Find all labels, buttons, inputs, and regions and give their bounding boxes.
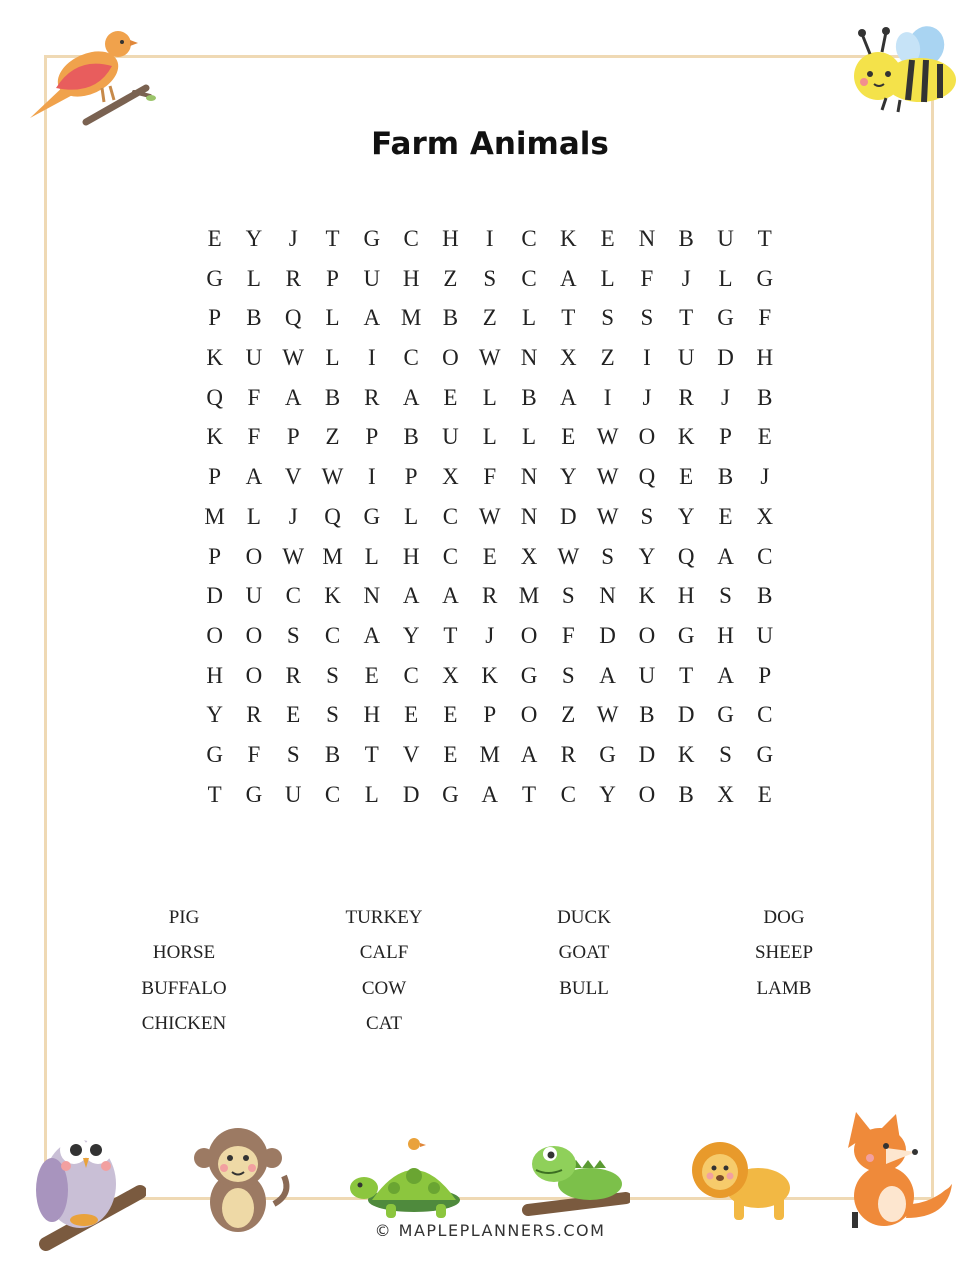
grid-letter: O xyxy=(245,543,263,569)
grid-letter: C xyxy=(757,702,773,728)
grid-letter: W xyxy=(596,424,619,450)
word-list-item: LAMB xyxy=(756,977,812,999)
grid-letter: L xyxy=(482,384,497,410)
grid-letter: C xyxy=(521,265,537,291)
grid-letter: X xyxy=(442,662,459,688)
grid-letter: A xyxy=(717,662,734,688)
grid-letter: G xyxy=(363,226,381,251)
grid-letter: N xyxy=(520,503,538,529)
word-list-item: GOAT xyxy=(558,942,610,964)
grid-letter: F xyxy=(640,265,654,291)
grid-letter: F xyxy=(247,384,261,410)
grid-letter: K xyxy=(677,424,695,450)
grid-letter: T xyxy=(521,781,537,807)
grid-letter: M xyxy=(518,583,540,609)
word-list-item: CHICKEN xyxy=(141,1012,227,1034)
grid-letter: L xyxy=(521,424,537,450)
grid-letter: B xyxy=(757,583,773,609)
grid-letter: W xyxy=(282,543,305,569)
grid-letter: P xyxy=(483,702,497,728)
grid-letter: M xyxy=(400,305,422,331)
grid-letter: T xyxy=(679,662,694,688)
grid-letter: O xyxy=(638,622,656,648)
grid-letter: L xyxy=(246,265,261,291)
grid-letter: H xyxy=(677,583,695,609)
grid-letter: R xyxy=(285,662,301,688)
grid-letter: D xyxy=(560,503,577,529)
word-list-item xyxy=(484,1006,684,1041)
grid-letter: G xyxy=(756,265,774,291)
grid-letter: U xyxy=(677,345,695,371)
grid-letter: Q xyxy=(284,305,302,331)
grid-letter: P xyxy=(404,464,418,490)
grid-letter: F xyxy=(758,305,772,331)
grid-letter: D xyxy=(717,345,734,371)
grid-letter: P xyxy=(326,265,339,291)
grid-letter: B xyxy=(442,305,459,331)
grid-letter: A xyxy=(363,622,381,648)
grid-letter: L xyxy=(600,265,615,291)
grid-letter: G xyxy=(717,305,734,331)
grid-letter: U xyxy=(638,662,656,688)
grid-letter: O xyxy=(245,662,263,688)
grid-letter: I xyxy=(368,464,376,490)
grid-letter: A xyxy=(245,464,263,490)
grid-letter: I xyxy=(368,345,376,371)
grid-letter: E xyxy=(482,543,497,569)
grid-letter: E xyxy=(404,702,419,728)
grid-letter: E xyxy=(718,503,733,529)
grid-letter: D xyxy=(206,583,223,609)
grid-letter: B xyxy=(403,424,419,450)
grid-letter: N xyxy=(520,345,538,371)
grid-letter: O xyxy=(638,424,656,450)
grid-letter: E xyxy=(600,226,615,251)
grid-letter: F xyxy=(247,741,261,767)
grid-letter: T xyxy=(207,781,222,807)
grid-letter: U xyxy=(717,226,734,251)
word-list-item: SHEEP xyxy=(754,942,814,964)
grid-letter: D xyxy=(599,622,616,648)
grid-letter: Y xyxy=(677,503,695,529)
grid-letter: D xyxy=(402,781,420,807)
grid-letter: J xyxy=(485,622,495,648)
grid-letter: Y xyxy=(402,622,420,648)
grid-letter: K xyxy=(206,345,223,371)
grid-letter: A xyxy=(442,583,459,609)
grid-letter: P xyxy=(286,424,300,450)
grid-letter: F xyxy=(247,424,261,450)
lion-icon xyxy=(690,1132,798,1224)
turtle-icon xyxy=(350,1134,466,1226)
grid-letter: R xyxy=(560,741,576,767)
letter-grid xyxy=(195,219,784,814)
grid-letter: L xyxy=(404,503,419,529)
grid-letter: C xyxy=(285,583,301,609)
grid-letter: K xyxy=(560,226,577,251)
grid-letter: Z xyxy=(600,345,615,371)
grid-letter: L xyxy=(718,265,733,291)
grid-letter: L xyxy=(364,543,379,569)
grid-letter: E xyxy=(679,464,694,490)
grid-letter: H xyxy=(756,345,774,371)
grid-letter: A xyxy=(717,543,734,569)
grid-letter: A xyxy=(520,741,538,767)
grid-letter: U xyxy=(284,781,302,807)
grid-letter: R xyxy=(364,384,380,410)
grid-letter: K xyxy=(206,424,223,450)
grid-letter: C xyxy=(560,781,576,807)
grid-letter: G xyxy=(677,622,695,648)
grid-letter: P xyxy=(719,424,732,450)
grid-letter: G xyxy=(599,741,616,767)
grid-letter: E xyxy=(364,662,379,688)
grid-letter: S xyxy=(601,543,615,569)
grid-letter: S xyxy=(561,583,575,609)
grid-letter: T xyxy=(364,741,379,767)
page-title: Farm Animals xyxy=(371,126,609,162)
grid-letter: J xyxy=(288,503,298,529)
grid-letter: R xyxy=(482,583,498,609)
word-list-item: CAT xyxy=(366,1012,402,1034)
grid-letter: O xyxy=(442,345,459,371)
grid-letter: G xyxy=(442,781,459,807)
grid-letter: V xyxy=(402,741,420,767)
grid-letter: L xyxy=(325,305,340,331)
iguana-icon xyxy=(522,1134,630,1220)
grid-letter: W xyxy=(478,503,501,529)
grid-letter: Y xyxy=(599,781,616,807)
grid-letter: S xyxy=(640,503,654,529)
grid-letter: H xyxy=(363,702,381,728)
grid-letter: J xyxy=(721,384,730,410)
grid-letter: O xyxy=(520,622,538,648)
grid-letter: H xyxy=(402,265,420,291)
grid-letter: F xyxy=(483,464,497,490)
grid-letter: D xyxy=(677,702,695,728)
bee-icon xyxy=(842,24,962,116)
grid-letter: A xyxy=(284,384,302,410)
grid-letter: D xyxy=(638,741,656,767)
grid-letter: B xyxy=(324,741,341,767)
grid-letter: P xyxy=(208,464,222,490)
word-list-item: PIG xyxy=(168,907,200,928)
grid-letter: W xyxy=(596,503,619,529)
grid-letter: C xyxy=(521,226,537,251)
grid-letter: C xyxy=(403,345,419,371)
grid-letter: U xyxy=(363,265,381,291)
grid-letter: L xyxy=(521,305,537,331)
grid-letter: B xyxy=(678,781,694,807)
grid-letter: S xyxy=(561,662,575,688)
grid-letter: C xyxy=(403,226,419,251)
grid-letter: Q xyxy=(324,503,341,529)
grid-letter: M xyxy=(479,741,500,767)
grid-letter: K xyxy=(481,662,499,688)
grid-letter: N xyxy=(520,464,538,490)
grid-letter: R xyxy=(678,384,694,410)
grid-letter: S xyxy=(640,305,654,331)
word-list-item: COW xyxy=(361,977,407,999)
grid-letter: S xyxy=(719,583,732,609)
grid-letter: L xyxy=(364,781,379,807)
grid-letter: J xyxy=(760,464,770,490)
grid-letter: K xyxy=(677,741,695,767)
grid-letter: E xyxy=(443,702,458,728)
footer-copyright: © MAPLEPLANNERS.COM xyxy=(374,1221,606,1240)
fox-icon xyxy=(836,1108,960,1234)
word-list-item: BUFFALO xyxy=(141,977,227,999)
grid-letter: U xyxy=(442,424,459,450)
grid-letter: Z xyxy=(482,305,497,331)
grid-letter: E xyxy=(207,226,222,251)
grid-letter: S xyxy=(286,741,300,767)
grid-letter: A xyxy=(363,305,381,331)
grid-letter: G xyxy=(717,702,734,728)
monkey-icon xyxy=(188,1124,292,1236)
grid-letter: N xyxy=(638,226,656,251)
grid-letter: X xyxy=(560,345,577,371)
grid-letter: G xyxy=(245,781,263,807)
grid-letter: Z xyxy=(561,702,576,728)
grid-letter: Y xyxy=(560,464,577,490)
grid-letter: J xyxy=(681,265,691,291)
grid-letter: G xyxy=(520,662,538,688)
grid-letter: M xyxy=(204,503,225,529)
word-list-item: DOG xyxy=(763,907,805,928)
grid-letter: K xyxy=(638,583,656,609)
grid-letter: X xyxy=(756,503,774,529)
grid-letter: F xyxy=(561,622,575,648)
grid-letter: P xyxy=(208,305,222,331)
grid-letter: Q xyxy=(677,543,695,569)
grid-letter: W xyxy=(596,702,619,728)
grid-letter: K xyxy=(324,583,341,609)
grid-letter: E xyxy=(757,424,772,450)
grid-letter: I xyxy=(485,226,494,251)
grid-letter: C xyxy=(324,622,341,648)
grid-letter: S xyxy=(601,305,615,331)
grid-letter: C xyxy=(442,543,459,569)
grid-letter: S xyxy=(483,265,497,291)
grid-letter: Q xyxy=(206,384,223,410)
grid-letter: H xyxy=(717,622,734,648)
word-list xyxy=(84,900,884,1041)
grid-letter: R xyxy=(246,702,262,728)
grid-letter: A xyxy=(481,781,499,807)
grid-letter: J xyxy=(642,384,652,410)
word-list-item: HORSE xyxy=(152,942,216,964)
grid-letter: G xyxy=(756,741,774,767)
grid-letter: V xyxy=(284,464,302,490)
grid-letter: Y xyxy=(245,226,263,251)
grid-letter: L xyxy=(482,424,497,450)
grid-letter: P xyxy=(365,424,379,450)
word-list-item: CALF xyxy=(359,942,409,964)
grid-letter: U xyxy=(756,622,774,648)
grid-letter: E xyxy=(561,424,576,450)
grid-letter: W xyxy=(596,464,619,490)
grid-letter: X xyxy=(520,543,538,569)
grid-letter: X xyxy=(442,464,459,490)
grid-letter: L xyxy=(325,345,340,371)
word-list-item: TURKEY xyxy=(345,907,423,928)
grid-letter: B xyxy=(324,384,341,410)
grid-letter: A xyxy=(560,384,577,410)
grid-letter: J xyxy=(288,226,298,251)
grid-letter: Z xyxy=(443,265,458,291)
grid-letter: T xyxy=(325,226,340,251)
grid-letter: G xyxy=(363,503,381,529)
grid-letter: I xyxy=(603,384,612,410)
grid-letter: W xyxy=(557,543,580,569)
grid-letter: U xyxy=(245,583,263,609)
grid-letter: O xyxy=(638,781,656,807)
grid-letter: E xyxy=(286,702,301,728)
grid-letter: B xyxy=(678,226,694,251)
grid-letter: O xyxy=(206,622,223,648)
grid-letter: O xyxy=(245,622,263,648)
grid-letter: N xyxy=(599,583,616,609)
grid-letter: C xyxy=(324,781,341,807)
grid-letter: M xyxy=(322,543,343,569)
grid-letter: B xyxy=(246,305,262,331)
grid-letter: B xyxy=(639,702,655,728)
grid-letter: A xyxy=(599,662,616,688)
grid-letter: E xyxy=(443,741,458,767)
grid-letter: H xyxy=(206,662,223,688)
grid-letter: W xyxy=(282,345,305,371)
grid-letter: T xyxy=(443,622,458,648)
grid-letter: S xyxy=(326,662,339,688)
grid-letter: C xyxy=(403,662,419,688)
word-list-item: BULL xyxy=(559,977,609,999)
grid-letter: C xyxy=(442,503,459,529)
grid-letter: P xyxy=(208,543,222,569)
grid-letter: S xyxy=(719,741,732,767)
grid-letter: I xyxy=(643,345,651,371)
grid-letter: A xyxy=(560,265,577,291)
grid-letter: E xyxy=(757,781,772,807)
grid-letter: B xyxy=(757,384,773,410)
grid-letter: W xyxy=(321,464,344,490)
grid-letter: N xyxy=(363,583,381,609)
grid-letter: Y xyxy=(638,543,656,569)
grid-letter: T xyxy=(561,305,576,331)
grid-letter: B xyxy=(717,464,734,490)
grid-letter: C xyxy=(757,543,773,569)
grid-letter: A xyxy=(402,583,420,609)
grid-letter: H xyxy=(442,226,459,251)
grid-letter: L xyxy=(246,503,261,529)
grid-letter: Q xyxy=(638,464,656,490)
grid-letter: S xyxy=(326,702,339,728)
grid-letter: Y xyxy=(206,702,223,728)
grid-letter: T xyxy=(757,226,772,251)
grid-letter: B xyxy=(521,384,537,410)
bird-icon xyxy=(26,26,156,130)
grid-letter: O xyxy=(520,702,538,728)
grid-letter: S xyxy=(286,622,300,648)
word-list-item: DUCK xyxy=(557,907,611,928)
grid-letter: Z xyxy=(325,424,340,450)
grid-letter: X xyxy=(717,781,734,807)
grid-letter: T xyxy=(679,305,694,331)
grid-letter: A xyxy=(402,384,420,410)
grid-letter: E xyxy=(443,384,458,410)
grid-letter: W xyxy=(478,345,501,371)
grid-letter: H xyxy=(402,543,420,569)
grid-letter: G xyxy=(206,265,223,291)
grid-letter: U xyxy=(245,345,263,371)
grid-letter: G xyxy=(206,741,223,767)
word-list-item xyxy=(684,1006,884,1041)
grid-letter: R xyxy=(285,265,301,291)
grid-letter: P xyxy=(758,662,772,688)
